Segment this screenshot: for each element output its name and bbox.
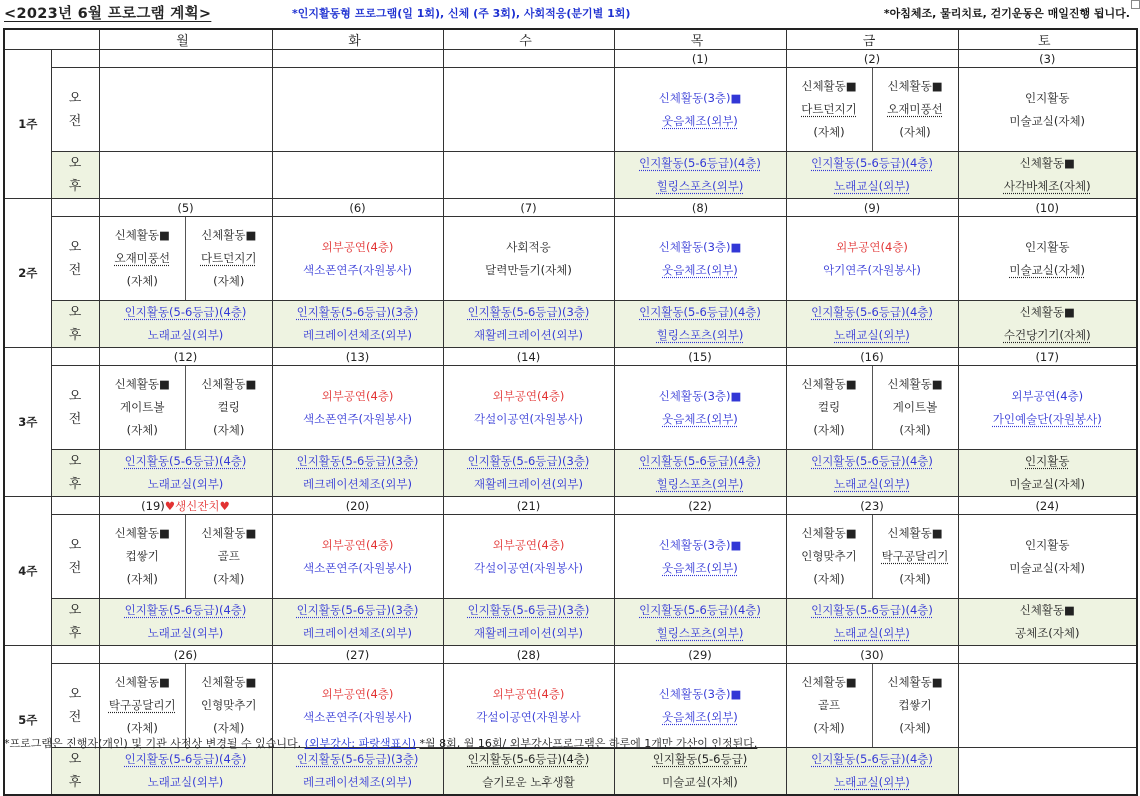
date-cell: (13) bbox=[272, 348, 443, 366]
event-cell: 인지활동(5-6등급)(3층) 레크레이션체조(외부) bbox=[272, 301, 443, 348]
date-cell: (22) bbox=[614, 497, 786, 515]
program-frequency-note: *인지활동형 프로그램(일 1회), 신체 (주 3회), 사회적응(분기별 1회) bbox=[292, 7, 631, 20]
footer-external-instructor-note: (외부강사: 파랑색표시) bbox=[304, 737, 416, 750]
date-spacer bbox=[51, 50, 99, 68]
date-cell: (16) bbox=[786, 348, 958, 366]
event-cell: 외부공연(4층) 각설이공연(자원봉사) bbox=[443, 515, 614, 599]
am-row-w3 bbox=[4, 366, 1137, 450]
week-label: 1주 bbox=[4, 50, 51, 199]
event-cell: 인지활동(5-6등급)(4층) 노래교실(외부) bbox=[786, 152, 958, 199]
event-cell: 신체활동(3층)■ 웃음체조(외부) bbox=[614, 68, 786, 152]
event-cell-split: 신체활동■ 컬링 (자체) 신체활동■ 게이트볼 (자체) bbox=[786, 366, 958, 450]
event-cell: 인지활동(5-6등급)(4층) 노래교실(외부) bbox=[786, 450, 958, 497]
date-cell: (7) bbox=[443, 199, 614, 217]
event-cell: 인지활동(5-6등급)(4층) 노래교실(외부) bbox=[786, 301, 958, 348]
event-cell: 인지활동(5-6등급)(4층) 노래교실(외부) bbox=[786, 748, 958, 796]
date-cell: (26) bbox=[99, 646, 272, 664]
pm-row-w4 bbox=[4, 599, 1137, 646]
date-spacer bbox=[51, 646, 99, 664]
event-cell: 인지활동(5-6등급) 미술교실(자체) bbox=[614, 748, 786, 796]
event-cell: 인지활동(5-6등급)(3층) 레크레이션체조(외부) bbox=[272, 450, 443, 497]
event-cell: 인지활동(5-6등급)(3층) 레크레이션체조(외부) bbox=[272, 599, 443, 646]
date-spacer bbox=[51, 348, 99, 366]
event-cell: 인지활동(5-6등급)(4층) 노래교실(외부) bbox=[99, 599, 272, 646]
date-cell: (19)♥생신잔치♥ bbox=[99, 497, 272, 515]
footer-note bbox=[4, 735, 757, 751]
event-cell: 인지활동(5-6등급)(4층) 노래교실(외부) bbox=[99, 748, 272, 796]
birthday-party-label: ♥생신잔치♥ bbox=[164, 498, 230, 513]
event-cell-split: 신체활동■ 인형맞추기 (자체) 신체활동■ 탁구공달리기 (자체) bbox=[786, 515, 958, 599]
event-cell: 인지활동 미술교실(자체) bbox=[958, 515, 1137, 599]
event-cell: 인지활동 미술교실(자체) bbox=[958, 217, 1137, 301]
date-cell: (29) bbox=[614, 646, 786, 664]
event-cell: 인지활동(5-6등급)(3층) 레크레이션체조(외부) bbox=[272, 748, 443, 796]
date-spacer bbox=[51, 199, 99, 217]
event-cell-split: 신체활동■ 다트던지기 (자체) 신체활동■ 오재미풍선 (자체) bbox=[786, 68, 958, 152]
event-cell: 인지활동(5-6등급)(4층) 힐링스포츠(외부) bbox=[614, 301, 786, 348]
event-cell-split: 신체활동■ 컵쌓기 (자체) 신체활동■ 골프 (자체) bbox=[99, 515, 272, 599]
corner-header bbox=[4, 29, 99, 50]
event-cell-split: 신체활동■ 골프 (자체) 신체활동■ 컵쌓기 (자체) bbox=[786, 664, 958, 748]
day-header-wed: 수 bbox=[443, 29, 614, 50]
date-cell bbox=[443, 50, 614, 68]
event-cell: 외부공연(4층) 가인예술단(자원봉사) bbox=[958, 366, 1137, 450]
page-title: <2023년 6월 프로그램 계획> bbox=[4, 6, 212, 22]
event-cell: 외부공연(4층) 색소폰연주(자원봉사) bbox=[272, 366, 443, 450]
am-row-w1 bbox=[4, 68, 1137, 152]
date-cell: (14) bbox=[443, 348, 614, 366]
date-cell: (20) bbox=[272, 497, 443, 515]
am-row-w2 bbox=[4, 217, 1137, 301]
event-cell-empty bbox=[99, 68, 272, 152]
date-cell: (21) bbox=[443, 497, 614, 515]
event-cell: 외부공연(4층) 각설이공연(자원봉사) bbox=[443, 366, 614, 450]
pm-label: 오 후 bbox=[51, 152, 99, 199]
pm-row-w1 bbox=[4, 152, 1137, 199]
date-cell: (30) bbox=[786, 646, 958, 664]
event-cell: 신체활동■ 공체조(자체) bbox=[958, 599, 1137, 646]
event-cell: 인지활동(5-6등급)(4층) 노래교실(외부) bbox=[786, 599, 958, 646]
event-cell-empty bbox=[443, 68, 614, 152]
event-cell: 신체활동(3층)■ 웃음체조(외부) bbox=[614, 366, 786, 450]
week-label: 5주 bbox=[4, 646, 51, 796]
date-cell: (5) bbox=[99, 199, 272, 217]
event-cell-empty bbox=[958, 664, 1137, 748]
am-row-w4 bbox=[4, 515, 1137, 599]
event-cell: 신체활동(3층)■ 웃음체조(외부) bbox=[614, 664, 786, 748]
event-cell: 인지활동(5-6등급)(4층) 힐링스포츠(외부) bbox=[614, 599, 786, 646]
date-row-w4 bbox=[4, 497, 1137, 515]
date-cell: (15) bbox=[614, 348, 786, 366]
event-cell: 신체활동(3층)■ 웃음체조(외부) bbox=[614, 515, 786, 599]
pm-label: 오 후 bbox=[51, 599, 99, 646]
event-cell: 외부공연(4층) 악기연주(자원봉사) bbox=[786, 217, 958, 301]
event-cell-empty bbox=[99, 152, 272, 199]
date-cell: (6) bbox=[272, 199, 443, 217]
week-label: 3주 bbox=[4, 348, 51, 497]
pm-label: 오 후 bbox=[51, 450, 99, 497]
am-label: 오 전 bbox=[51, 68, 99, 152]
event-cell: 인지활동(5-6등급)(4층) 힐링스포츠(외부) bbox=[614, 152, 786, 199]
date-cell: (1) bbox=[614, 50, 786, 68]
event-cell-empty bbox=[443, 152, 614, 199]
date-cell bbox=[99, 50, 272, 68]
date-cell bbox=[272, 50, 443, 68]
am-label: 오 전 bbox=[51, 366, 99, 450]
date-cell: (3) bbox=[958, 50, 1137, 68]
date-cell: (8) bbox=[614, 199, 786, 217]
event-cell-split: 신체활동■ 게이트볼 (자체) 신체활동■ 컬링 (자체) bbox=[99, 366, 272, 450]
date-cell: (28) bbox=[443, 646, 614, 664]
day-header-row bbox=[4, 29, 1137, 50]
date-cell: (2) bbox=[786, 50, 958, 68]
event-cell: 외부공연(4층) 색소폰연주(자원봉사) bbox=[272, 515, 443, 599]
event-cell: 인지활동(5-6등급)(3층) 재활레크레이션(외부) bbox=[443, 301, 614, 348]
pm-row-w2 bbox=[4, 301, 1137, 348]
date-cell bbox=[958, 646, 1137, 664]
day-header-sat: 토 bbox=[958, 29, 1137, 50]
date-row-w2 bbox=[4, 199, 1137, 217]
event-cell: 인지활동(5-6등급)(4층) 슬기로운 노후생활 bbox=[443, 748, 614, 796]
page-header bbox=[0, 0, 1140, 24]
event-cell: 사회적응 달력만들기(자체) bbox=[443, 217, 614, 301]
day-header-mon: 월 bbox=[99, 29, 272, 50]
date-row-w3 bbox=[4, 348, 1137, 366]
date-cell: (10) bbox=[958, 199, 1137, 217]
am-label: 오 전 bbox=[51, 664, 99, 748]
event-cell: 인지활동(5-6등급)(4층) 노래교실(외부) bbox=[99, 301, 272, 348]
day-header-fri: 금 bbox=[786, 29, 958, 50]
day-header-tue: 화 bbox=[272, 29, 443, 50]
event-cell: 인지활동(5-6등급)(3층) 재활레크레이션(외부) bbox=[443, 450, 614, 497]
date-spacer bbox=[51, 497, 99, 515]
program-calendar-table bbox=[3, 28, 1138, 796]
date-cell: (17) bbox=[958, 348, 1137, 366]
event-cell: 신체활동(3층)■ 웃음체조(외부) bbox=[614, 217, 786, 301]
am-label: 오 전 bbox=[51, 217, 99, 301]
week-label: 4주 bbox=[4, 497, 51, 646]
pm-row-w5 bbox=[4, 748, 1137, 796]
date-cell: (9) bbox=[786, 199, 958, 217]
event-cell: 인지활동(5-6등급)(4층) 노래교실(외부) bbox=[99, 450, 272, 497]
window-corner-box bbox=[1131, 0, 1140, 9]
event-cell: 신체활동■ 수건당기기(자체) bbox=[958, 301, 1137, 348]
event-cell: 외부공연(4층) 색소폰연주(자원봉사) bbox=[272, 217, 443, 301]
event-cell-empty bbox=[272, 68, 443, 152]
event-cell: 인지활동(5-6등급)(4층) 힐링스포츠(외부) bbox=[614, 450, 786, 497]
date-row-w1 bbox=[4, 50, 1137, 68]
week-label: 2주 bbox=[4, 199, 51, 348]
date-cell: (23) bbox=[786, 497, 958, 515]
event-cell-split: 신체활동■ 탁구공달리기 (자체) 신체활동■ 인형맞추기 (자체) bbox=[99, 664, 272, 748]
event-cell: 인지활동 미술교실(자체) bbox=[958, 450, 1137, 497]
event-cell: 인지활동 미술교실(자체) bbox=[958, 68, 1137, 152]
date-cell: (12) bbox=[99, 348, 272, 366]
pm-label: 오 후 bbox=[51, 748, 99, 796]
event-cell-empty bbox=[272, 152, 443, 199]
footer-change-note: *프로그램은 진행자(개인) 및 기관 사정상 변경될 수 있습니다. bbox=[4, 737, 302, 750]
date-cell: (24) bbox=[958, 497, 1137, 515]
event-cell: 신체활동■ 사각바체조(자체) bbox=[958, 152, 1137, 199]
date-row-w5 bbox=[4, 646, 1137, 664]
event-cell-split: 신체활동■ 오재미풍선 (자체) 신체활동■ 다트던지기 (자체) bbox=[99, 217, 272, 301]
event-cell: 외부공연(4층) 각설이공연(자원봉사 bbox=[443, 664, 614, 748]
day-header-thu: 목 bbox=[614, 29, 786, 50]
event-cell: 인지활동(5-6등급)(3층) 재활레크레이션(외부) bbox=[443, 599, 614, 646]
event-cell: 외부공연(4층) 색소폰연주(자원봉사) bbox=[272, 664, 443, 748]
footer-frequency-note: *월 8회, 월 16회/ 외부강사프로그램은 하루에 1개만 가산이 인정된다. bbox=[419, 737, 758, 750]
date-cell: (27) bbox=[272, 646, 443, 664]
pm-row-w3 bbox=[4, 450, 1137, 497]
event-cell-empty bbox=[958, 748, 1137, 796]
am-label: 오 전 bbox=[51, 515, 99, 599]
pm-label: 오 후 bbox=[51, 301, 99, 348]
daily-activities-note: *아침체조, 물리치료, 걷기운동은 매일진행 됩니다. bbox=[883, 7, 1130, 20]
